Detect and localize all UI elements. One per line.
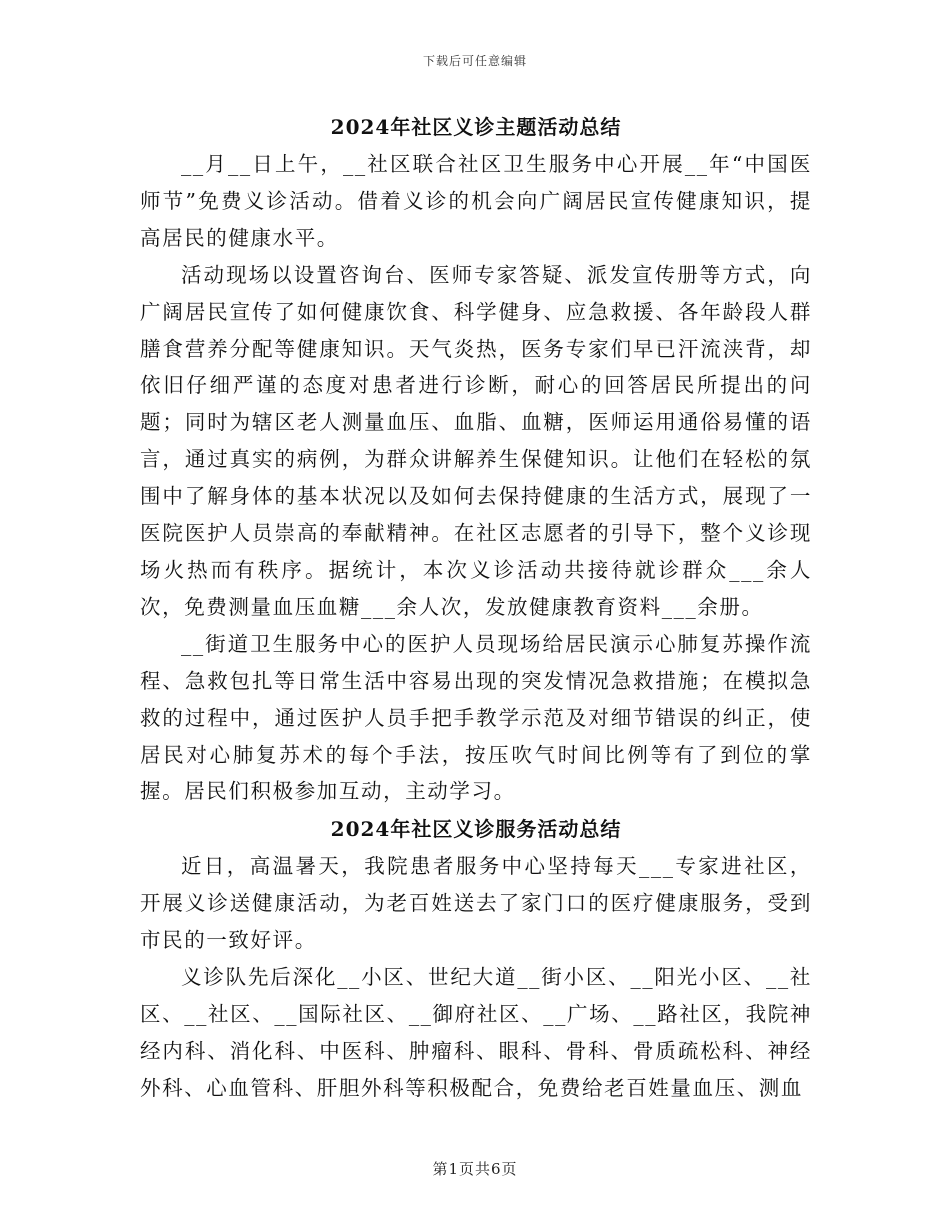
section-2-paragraph-2: 义诊队先后深化__小区、世纪大道__街小区、__阳光小区、__社区、__社区、__国际社区、__御府社区、__广场、__路社区，我院神经内科、消化科、中医科、肿瘤科、眼科、骨科、骨质疏松科、神经外科、心血管科、肝胆外科等积极配合，免费给老百姓量血压、测血 [140,965,812,1100]
section-1-title: 2024年社区义诊主题活动总结 [330,115,622,139]
section-2-paragraph-1: 近日，高温暑天，我院患者服务中心坚持每天___专家进社区，开展义诊送健康活动，为老百姓送去了家门口的医疗健康服务，受到市民的一致好评。 [140,854,812,953]
section-2-title: 2024年社区义诊服务活动总结 [330,817,622,842]
section-1-paragraph-2: 活动现场以设置咨询台、医师专家答疑、派发宣传册等方式，向广阔居民宣传了如何健康饮食、科学健身、应急救援、各年龄段人群膳食营养分配等健康知识。天气炎热，医务专家们早已汗流浃背，却依旧仔细严谨的态度对患者进行诊断，耐心的回答居民所提出的问题；同时为辖区老人测量血压、血脂、血糖，医师运用通俗易懂的语言，通过真实的病例，为群众讲解养生保健知识。让他们在轻松的氛围中了解身体的基本状况以及如何去保持健康的生活方式，展现了一医院医护人员崇高的奉献精神。在社区志愿者的引导下，整个义诊现场火热而有秩序。据统计，本次义诊活动共接待就诊群众___余人次，免费测量血压血糖___余人次，发放健康教育资料___余册。 [140,262,812,619]
document-body [140,108,812,1107]
page-header-note: 下载后可任意编辑 [422,54,527,68]
page-number-footer: 第1页共6页 [432,1160,518,1178]
section-1-paragraph-3: __街道卫生服务中心的医护人员现场给居民演示心肺复苏操作流程、急救包扎等日常生活中容易出现的突发情况急救措施；在模拟急救的过程中，通过医护人员手把手教学示范及对细节错误的纠正，使居民对心肺复苏术的每个手法，按压吹气时间比例等有了到位的掌握。居民们积极参加互动，主动学习。 [140,631,812,804]
section-1-paragraph-1: __月__日上午，__社区联合社区卫生服务中心开展__年“中国医师节”免费义诊活动。借着义诊的机会向广阔居民宣传健康知识，提高居民的健康水平。 [140,152,812,250]
